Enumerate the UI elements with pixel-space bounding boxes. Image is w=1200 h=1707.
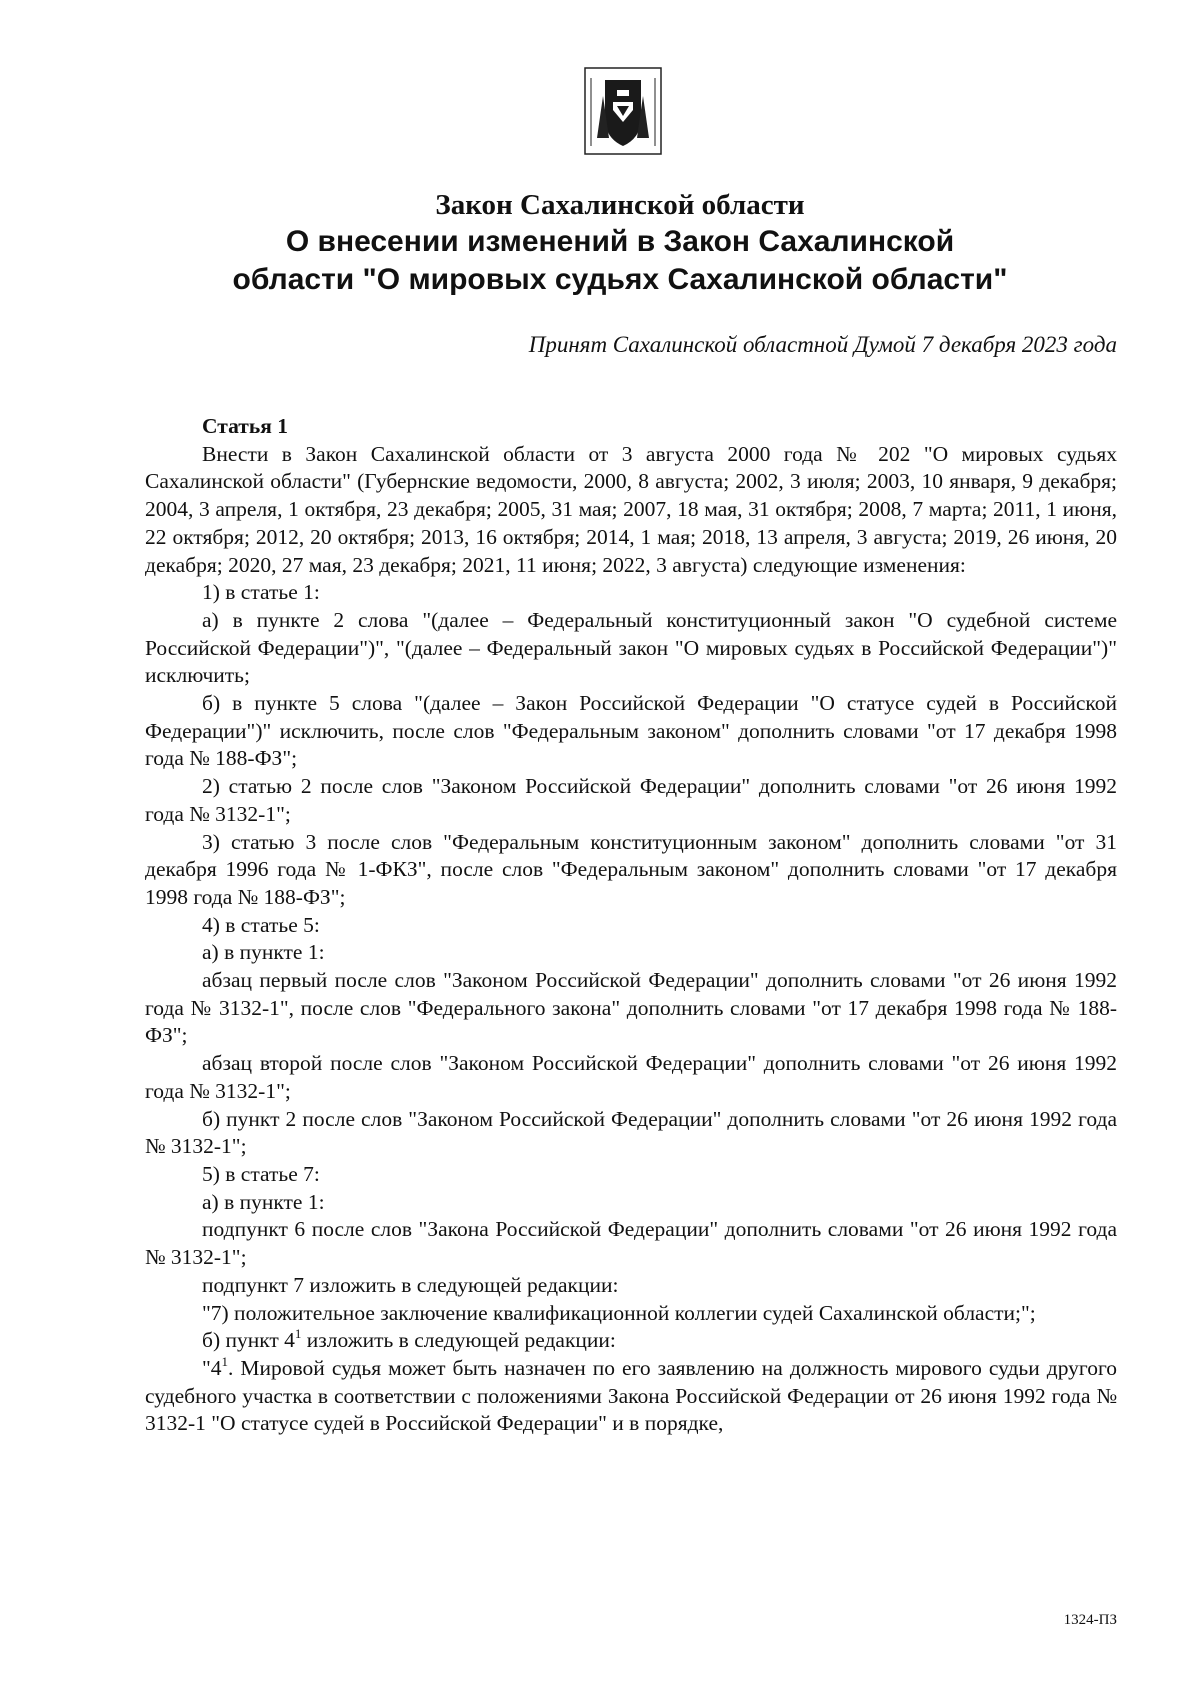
item-1a: а) в пункте 2 слова "(далее – Федеральный конституционный закон "О судебной системе Российской Федерации")", "(далее – Федеральный закон "О мировых судьях в Российской Федерации")" исключить;	[145, 607, 1117, 688]
item-4a: а) в пункте 1:	[202, 940, 325, 965]
item-5b-text-start: б) пункт 4	[202, 1328, 295, 1353]
item-5b-quote	[145, 1355, 1117, 1438]
item-5b-text-end: изложить в следующей редакции:	[301, 1328, 616, 1353]
item-5b	[145, 1327, 1117, 1355]
item-5a: а) в пункте 1:	[202, 1189, 325, 1214]
item-5a-subitem-7: подпункт 7 изложить в следующей редакции:	[202, 1272, 619, 1297]
article-heading: Статья 1	[202, 414, 288, 438]
item-5b-quote-number: "4	[202, 1355, 222, 1380]
item-4a-paragraph-2: абзац второй после слов "Законом Российской Федерации" дополнить словами "от 26 июня 1992 года № 3132-1";	[145, 1051, 1117, 1103]
item-5: 5) в статье 7:	[202, 1161, 320, 1186]
item-1: 1) в статье 1:	[202, 580, 320, 605]
item-1b: б) в пункте 5 слова "(далее – Закон Российской Федерации "О статусе судей в Российской Федерации")" исключить, после слов "Федеральным законом" дополнить словами "от 17 декабря 1998 года № 188-ФЗ";	[145, 691, 1117, 771]
item-5b-quote-text: . Мировой судья может быть назначен по его заявлению на должность мирового судьи другого судебного участка в соответствии с положениями Закона Российской Федерации от 26 июня 1992 года № 3132-1 "О статусе судей в Российской Федерации" и в порядке,	[145, 1355, 1117, 1436]
item-5b-quote-superscript: 1	[221, 1353, 229, 1369]
law-title-line-2: области "О мировых судьях Сахалинской области"	[232, 263, 1008, 296]
item-5a-subitem-6: подпункт 6 после слов "Закона Российской Федерации" дополнить словами "от 26 июня 1992 года № 3132-1";	[145, 1217, 1117, 1270]
item-2: 2) статью 2 после слов "Законом Российской Федерации" дополнить словами "от 26 июня 1992 года № 3132-1";	[145, 774, 1117, 826]
document-title-block	[120, 187, 1120, 299]
document-code: 1324-ПЗ	[1063, 1612, 1117, 1628]
item-5b-superscript: 1	[294, 1326, 302, 1342]
law-type-title: Закон Сахалинской области	[435, 189, 805, 221]
item-4: 4) в статье 5:	[202, 912, 320, 937]
item-5a-subitem-7-text: "7) положительное заключение квалификационной коллегии судей Сахалинской области;";	[202, 1300, 1036, 1325]
item-4a-paragraph-1: абзац первый после слов "Законом Российской Федерации" дополнить словами "от 26 июня 1992 года № 3132-1", после слов "Федерального закона" дополнить словами "от 17 декабря 1998 года № 188-ФЗ";	[145, 968, 1117, 1048]
adoption-note: Принят Сахалинской областной Думой 7 декабря 2023 года	[528, 332, 1117, 357]
item-4b: б) пункт 2 после слов "Законом Российской Федерации" дополнить словами "от 26 июня 1992 года № 3132-1";	[145, 1106, 1117, 1159]
article-intro: Внести в Закон Сахалинской области от 3 августа 2000 года № 202 "О мировых судьях Сахалинской области" (Губернские ведомости, 2000, 8 августа; 2002, 3 июля; 2003, 10 января, 9 декабря; 2004, 3 апреля, 1 октября, 23 декабря; 2005, 31 мая; 2007, 18 мая, 31 октября; 2008, 7 марта; 2011, 1 июня, 22 октября; 2012, 20 октября; 2013, 16 октября; 2014, 1 мая; 2018, 13 апреля, 3 августа; 2019, 26 июня, 20 декабря; 2020, 27 мая, 23 декабря; 2021, 11 июня; 2022, 3 августа) следующие изменения:	[145, 441, 1117, 577]
sakhalin-oblast-coat-of-arms-icon	[583, 66, 663, 156]
item-3: 3) статью 3 после слов "Федеральным конституционным законом" дополнить словами "от 31 декабря 1996 года № 1-ФКЗ", после слов "Федеральным законом" дополнить словами "от 17 декабря 1998 года № 188-ФЗ";	[145, 829, 1117, 909]
document-body	[145, 413, 1117, 1438]
law-title-line-1: О внесении изменений в Закон Сахалинской	[285, 225, 955, 258]
